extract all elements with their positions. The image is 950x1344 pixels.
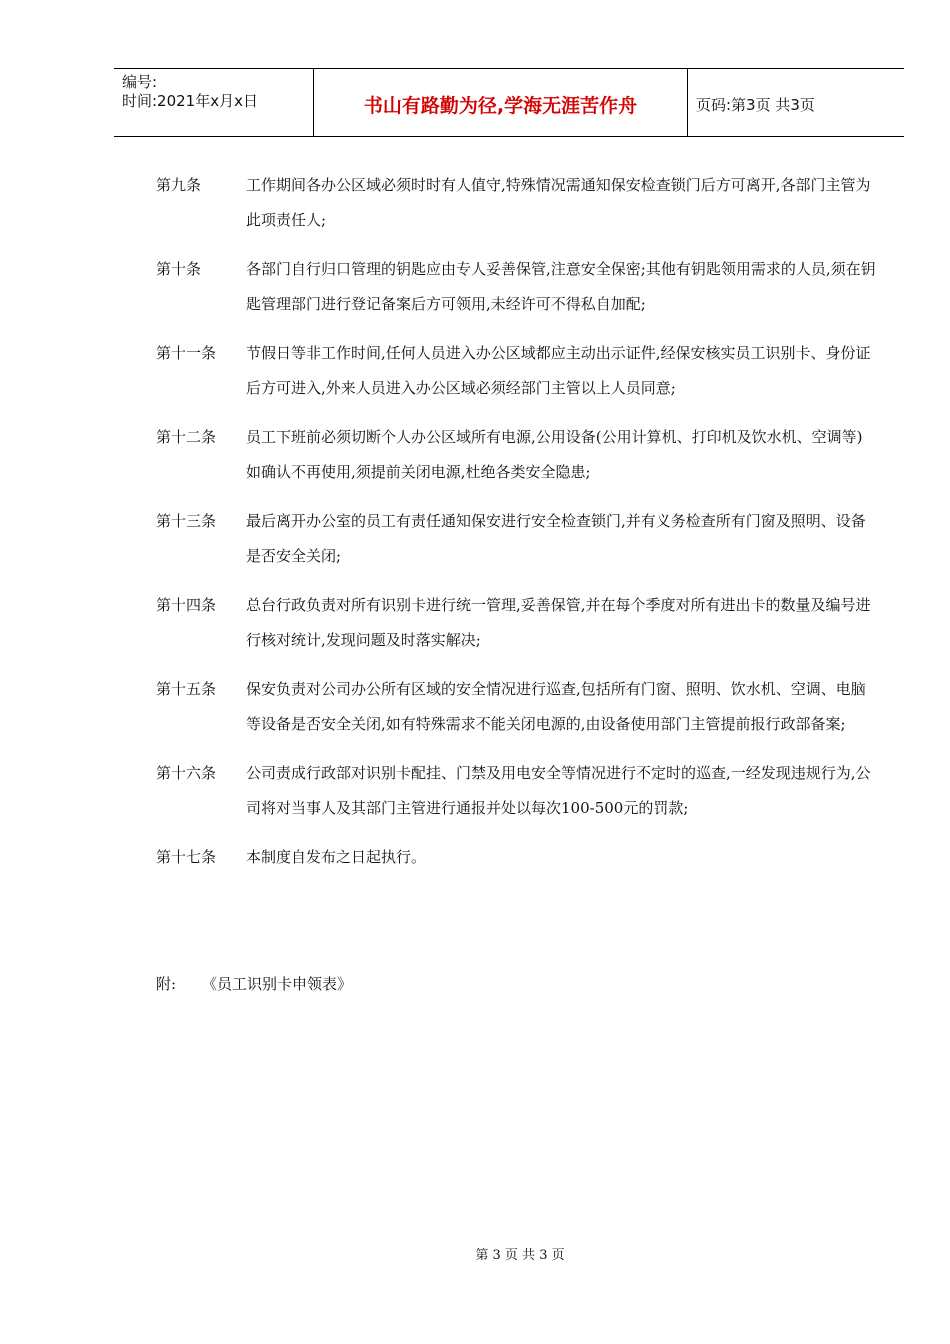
article-text: 最后离开办公室的员工有责任通知保安进行安全检查锁门,并有义务检查所有门窗及照明、设备是否安全关闭; xyxy=(246,512,866,565)
header-motto: 书山有路勤为径,学海无涯苦作舟 xyxy=(314,69,688,136)
document-header xyxy=(114,68,904,137)
header-page-info: 页码:第3页 共3页 xyxy=(696,96,815,114)
article-text: 工作期间各办公区域必须时时有人值守,特殊情况需通知保安检查锁门后方可离开,各部门主管为此项责任人; xyxy=(246,176,871,229)
article-16 xyxy=(156,756,876,826)
article-text: 公司责成行政部对识别卡配挂、门禁及用电安全等情况进行不定时的巡查,一经发现违规行为,公司将对当事人及其部门主管进行通报并处以每次100-500元的罚款; xyxy=(246,764,871,817)
article-number: 第九条 xyxy=(156,176,202,194)
article-10 xyxy=(156,252,876,322)
header-meta-cell xyxy=(114,69,314,136)
article-number: 第十七条 xyxy=(156,848,217,866)
article-text: 本制度自发布之日起执行。 xyxy=(246,848,427,866)
article-13 xyxy=(156,504,876,574)
article-12 xyxy=(156,420,876,490)
article-text: 员工下班前必须切断个人办公区域所有电源,公用设备(公用计算机、打印机及饮水机、空调等)如确认不再使用,须提前关闭电源,杜绝各类安全隐患; xyxy=(246,428,863,481)
article-number: 第十条 xyxy=(156,260,202,278)
document-body xyxy=(156,168,876,889)
article-number: 第十六条 xyxy=(156,764,217,782)
article-number: 第十五条 xyxy=(156,680,217,698)
article-number: 第十三条 xyxy=(156,512,217,530)
appendix-label: 附: xyxy=(156,975,177,993)
article-14 xyxy=(156,588,876,658)
article-15 xyxy=(156,672,876,742)
article-17 xyxy=(156,840,876,875)
article-number: 第十二条 xyxy=(156,428,217,446)
article-11 xyxy=(156,336,876,406)
page-footer: 第 3 页 共 3 页 xyxy=(475,1248,565,1263)
article-text: 总台行政负责对所有识别卡进行统一管理,妥善保管,并在每个季度对所有进出卡的数量及编号进行核对统计,发现问题及时落实解决; xyxy=(246,596,871,649)
document-number-label: 编号: xyxy=(122,73,158,91)
article-number: 第十一条 xyxy=(156,344,217,362)
article-9 xyxy=(156,168,876,238)
article-text: 各部门自行归口管理的钥匙应由专人妥善保管,注意安全保密;其他有钥匙领用需求的人员,须在钥匙管理部门进行登记备案后方可领用,未经许可不得私自加配; xyxy=(246,260,876,313)
appendix xyxy=(156,971,352,997)
document-date-label: 时间:2021年x月x日 xyxy=(122,92,258,110)
article-text: 节假日等非工作时间,任何人员进入办公区域都应主动出示证件,经保安核实员工识别卡、身份证后方可进入,外来人员进入办公区域必须经部门主管以上人员同意; xyxy=(246,344,871,397)
article-number: 第十四条 xyxy=(156,596,217,614)
article-text: 保安负责对公司办公所有区域的安全情况进行巡查,包括所有门窗、照明、饮水机、空调、电脑等设备是否安全关闭,如有特殊需求不能关闭电源的,由设备使用部门主管提前报行政部备案; xyxy=(246,680,866,733)
appendix-text: 《员工识别卡申领表》 xyxy=(202,975,353,993)
